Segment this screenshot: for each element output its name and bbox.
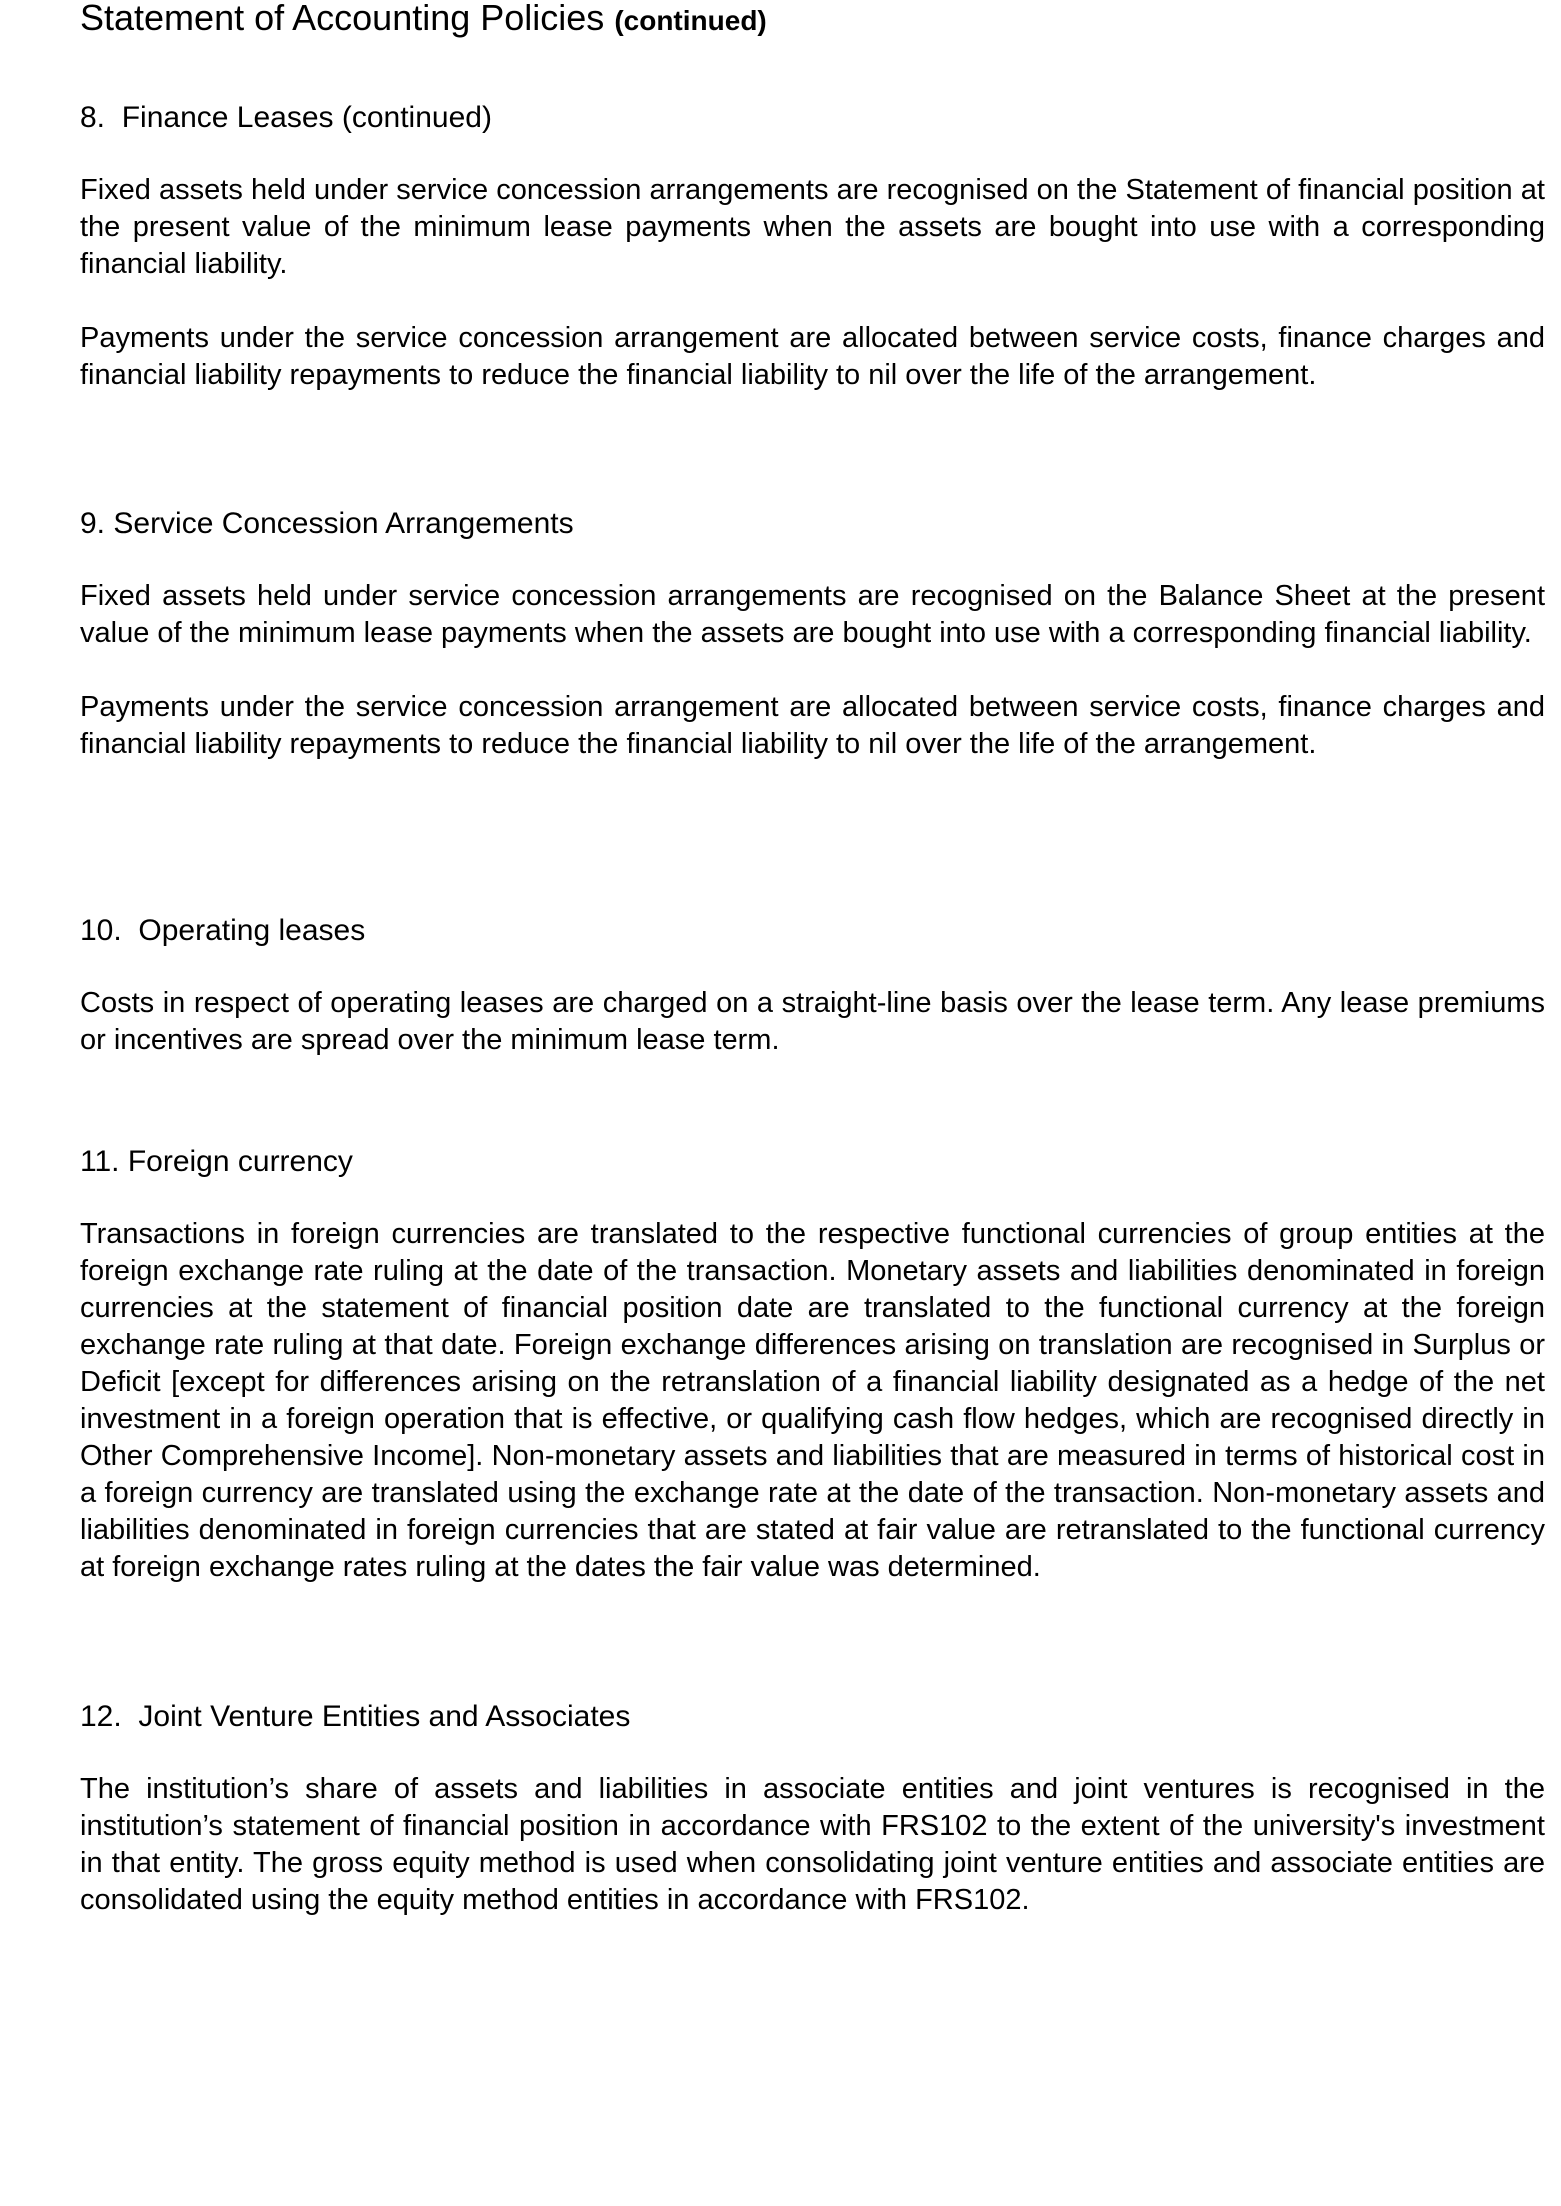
page-title-text: Statement of Accounting Policies (80, 0, 605, 38)
section-service-concession-arrangements (80, 504, 1545, 763)
section-foreign-currency (80, 1142, 1545, 1586)
section-heading-text: Foreign currency (127, 1145, 353, 1178)
section-joint-venture-entities-and-associates (80, 1697, 1545, 1919)
section-heading (80, 504, 1545, 544)
paragraph: Fixed assets held under service concession arrangements are recognised on the Statement of financial position at the present value of the minimum lease payments when the assets are bought into use with a corresponding financial liability. (80, 174, 1545, 280)
section-number: 10. (80, 914, 122, 947)
paragraph: Payments under the service concession arrangement are allocated between service costs, finance charges and financial liability repayments to reduce the financial liability to nil over the life of the arrangement. (80, 691, 1545, 760)
paragraph: The institution’s share of assets and liabilities in associate entities and joint ventures is recognised in the institution’s statement of financial position in accordance with FRS102 to the extent of the university's investment in that entity. The gross equity method is used when consolidating joint venture entities and associate entities are consolidated using the equity method entities in accordance with FRS102. (80, 1773, 1545, 1916)
page-title-suffix: (continued) (614, 5, 767, 36)
section-operating-leases (80, 911, 1545, 1059)
section-finance-leases (80, 98, 1545, 394)
page-title (80, 0, 767, 43)
section-heading-text: Operating leases (138, 914, 366, 947)
section-number: 8. (80, 101, 106, 134)
paragraph: Fixed assets held under service concession arrangements are recognised on the Balance Sheet at the present value of the minimum lease payments when the assets are bought into use with a corresponding financial liability. (80, 580, 1545, 649)
section-number: 9. (80, 507, 106, 540)
section-number: 12. (80, 1700, 122, 1733)
section-heading (80, 911, 1545, 951)
section-heading (80, 98, 1545, 138)
section-heading-text: Finance Leases (121, 101, 334, 134)
section-heading-suffix: (continued) (341, 101, 492, 134)
paragraph: Costs in respect of operating leases are charged on a straight-line basis over the lease term. Any lease premiums or incentives are spread over the minimum lease term. (80, 987, 1545, 1056)
section-heading (80, 1697, 1545, 1737)
section-heading-text: Service Concession Arrangements (113, 507, 574, 540)
section-number: 11. (80, 1145, 120, 1178)
section-heading-text: Joint Venture Entities and Associates (138, 1700, 631, 1733)
paragraph: Transactions in foreign currencies are translated to the respective functional currencies of group entities at the foreign exchange rate ruling at the date of the transaction. Monetary assets and liabilities denominated in foreign currencies at the statement of financial position date are translated to the functional currency at the foreign exchange rate ruling at that date. Foreign exchange differences arising on translation are recognised in Surplus or Deficit [except for differences arising on the retranslation of a financial liability designated as a hedge of the net investment in a foreign operation that is effective, or qualifying cash flow hedges, which are recognised directly in Other Comprehensive Income]. Non-monetary assets and liabilities that are measured in terms of historical cost in a foreign currency are translated using the exchange rate at the date of the transaction. Non-monetary assets and liabilities denominated in foreign currencies that are stated at fair value are retranslated to the functional currency at foreign exchange rates ruling at the dates the fair value was determined. (80, 1218, 1545, 1583)
paragraph: Payments under the service concession arrangement are allocated between service costs, finance charges and financial liability repayments to reduce the financial liability to nil over the life of the arrangement. (80, 322, 1545, 391)
section-heading (80, 1142, 1545, 1182)
